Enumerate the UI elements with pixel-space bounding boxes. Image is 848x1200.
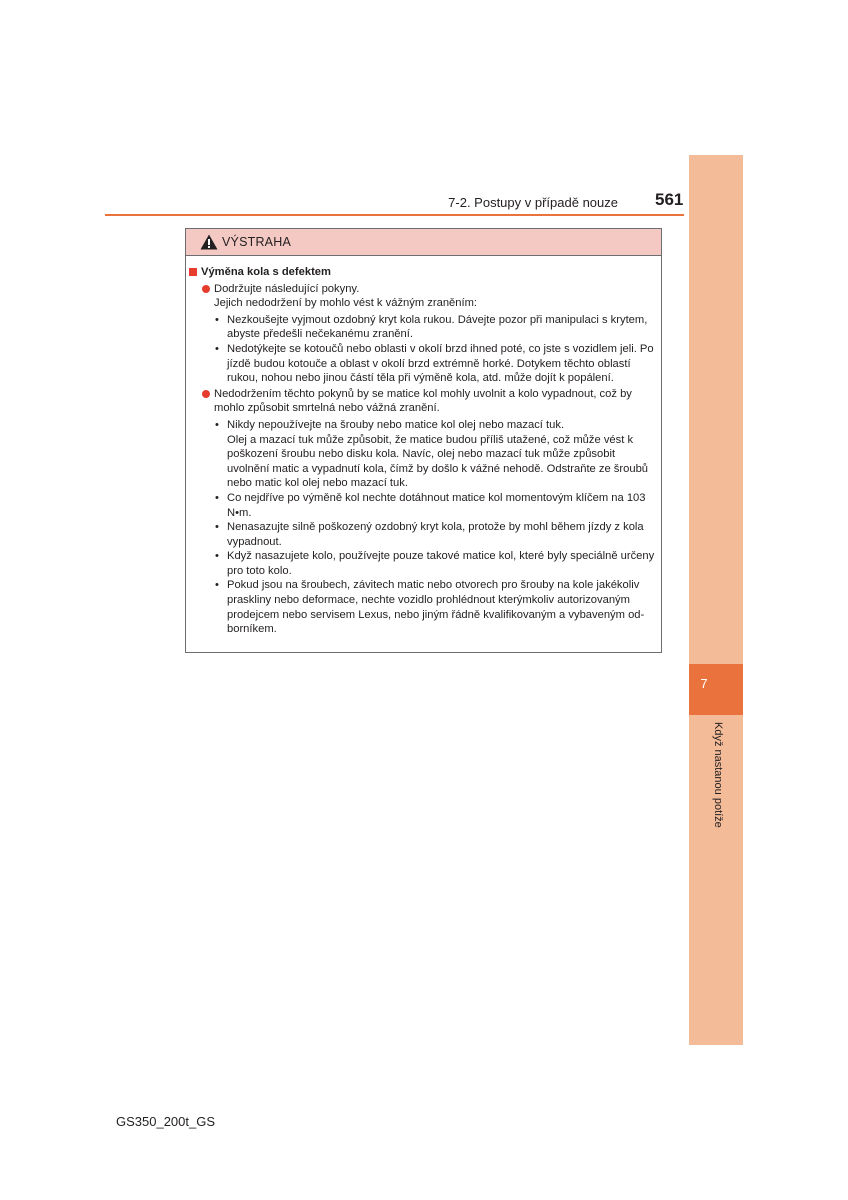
- list-item-text: Nedodržením těchto pokynů by se matice kol mohly uvolnit a kolo vypadnout, což by mohlo způsobit smrtelná nebo vážná zranění.: [214, 387, 632, 415]
- sub-list-item-text: Co nejdříve po výměně kol nechte dotáhnout matice kol momentovým klíčem na 103 N•m.: [227, 491, 646, 519]
- bullet-small-icon: •: [215, 491, 219, 504]
- bullet-small-icon: •: [215, 579, 219, 592]
- list-item: [189, 387, 656, 416]
- sub-list-item-text: Nezkoušejte vyjmout ozdobný kryt kola rukou. Dávejte pozor při manipulaci s krytem, abyste předešli nečekanému zranění.: [227, 313, 648, 341]
- warning-title: VÝSTRAHA: [222, 235, 291, 249]
- sub-list-item-text: Nedotýkejte se kotoučů nebo oblasti v okolí brzd ihned poté, co jste s vozidlem jeli. Po jízdě budou kotouče a oblast v okolí brzd extrémně horké. Dotykem těchto oblastí rukou, nohou nebo jinou částí těla při výměně kola, atd. může dojít k popálení.: [227, 342, 654, 385]
- bullet-small-icon: •: [215, 313, 219, 326]
- warning-header: [186, 229, 661, 256]
- warning-body: [186, 256, 661, 637]
- warning-items: [189, 282, 656, 637]
- sub-list-item: [215, 520, 656, 549]
- warning-triangle-icon: [200, 234, 218, 250]
- bullet-small-icon: •: [215, 342, 219, 355]
- sub-list: [189, 313, 656, 386]
- sub-list: [189, 418, 656, 637]
- sub-list-item: [215, 418, 656, 491]
- sub-list-item-text: Když nasazujete kolo, používejte pouze takové matice kol, které byly speciálně určeny pro toto kolo.: [227, 550, 655, 577]
- section-heading-text: Výměna kola s defektem: [201, 266, 331, 278]
- section-title: 7-2. Postupy v případě nouze: [448, 195, 618, 210]
- sub-list-item: [215, 578, 656, 636]
- chapter-side-tab: [689, 155, 743, 1045]
- bullet-small-icon: •: [215, 521, 219, 534]
- bullet-small-icon: •: [215, 418, 219, 431]
- list-item: [189, 282, 656, 311]
- section-heading: [189, 265, 656, 280]
- bullet-dot-icon: [202, 390, 210, 398]
- footer-model-code: GS350_200t_GS: [116, 1114, 216, 1129]
- warning-box: [185, 228, 662, 653]
- page-number: 561: [655, 190, 684, 209]
- sub-list-item: [215, 549, 656, 578]
- list-item-text: Dodržujte následující pokyny. Jejich nedodržení by mohlo vést k vážným zraněním:: [214, 282, 478, 310]
- header-divider: [105, 214, 684, 216]
- square-bullet-icon: [189, 268, 197, 276]
- sub-list-item-text: Pokud jsou na šroubech, závitech matic nebo otvorech pro šrouby na kole jakékoliv praskliny nebo deformace, nechte vozidlo prohlédnout kterýmkoliv autorizovaným prodejcem nebo servisem Lexus, nebo jiným řádně kvalifikovaným a vybaveným odborníkem.: [227, 579, 645, 636]
- bullet-dot-icon: [202, 285, 210, 293]
- sub-list-item-text: Nikdy nepoužívejte na šrouby nebo matice kol olej nebo mazací tuk. Olej a mazací tuk může způsobit, že matice budou příliš utažené, což může vést k poškození šroubu nebo disku kola. Navíc, olej nebo mazací tuk může způsobit uvolnění matic a vypadnutí kola, čímž by došlo k vážné nehodě. Odstraňte ze šroubů nebo matic kol olej nebo mazací tuk.: [227, 418, 649, 490]
- chapter-title: Když nastanou potíže: [712, 722, 724, 828]
- bullet-small-icon: •: [215, 550, 219, 563]
- chapter-number: 7: [700, 676, 708, 691]
- sub-list-item: [215, 491, 656, 520]
- sub-list-item: [215, 342, 656, 386]
- sub-list-item: [215, 313, 656, 342]
- sub-list-item-text: Nenasazujte silně poškozený ozdobný kryt kola, protože by mohl během jízdy z kola vypadnout.: [227, 521, 644, 548]
